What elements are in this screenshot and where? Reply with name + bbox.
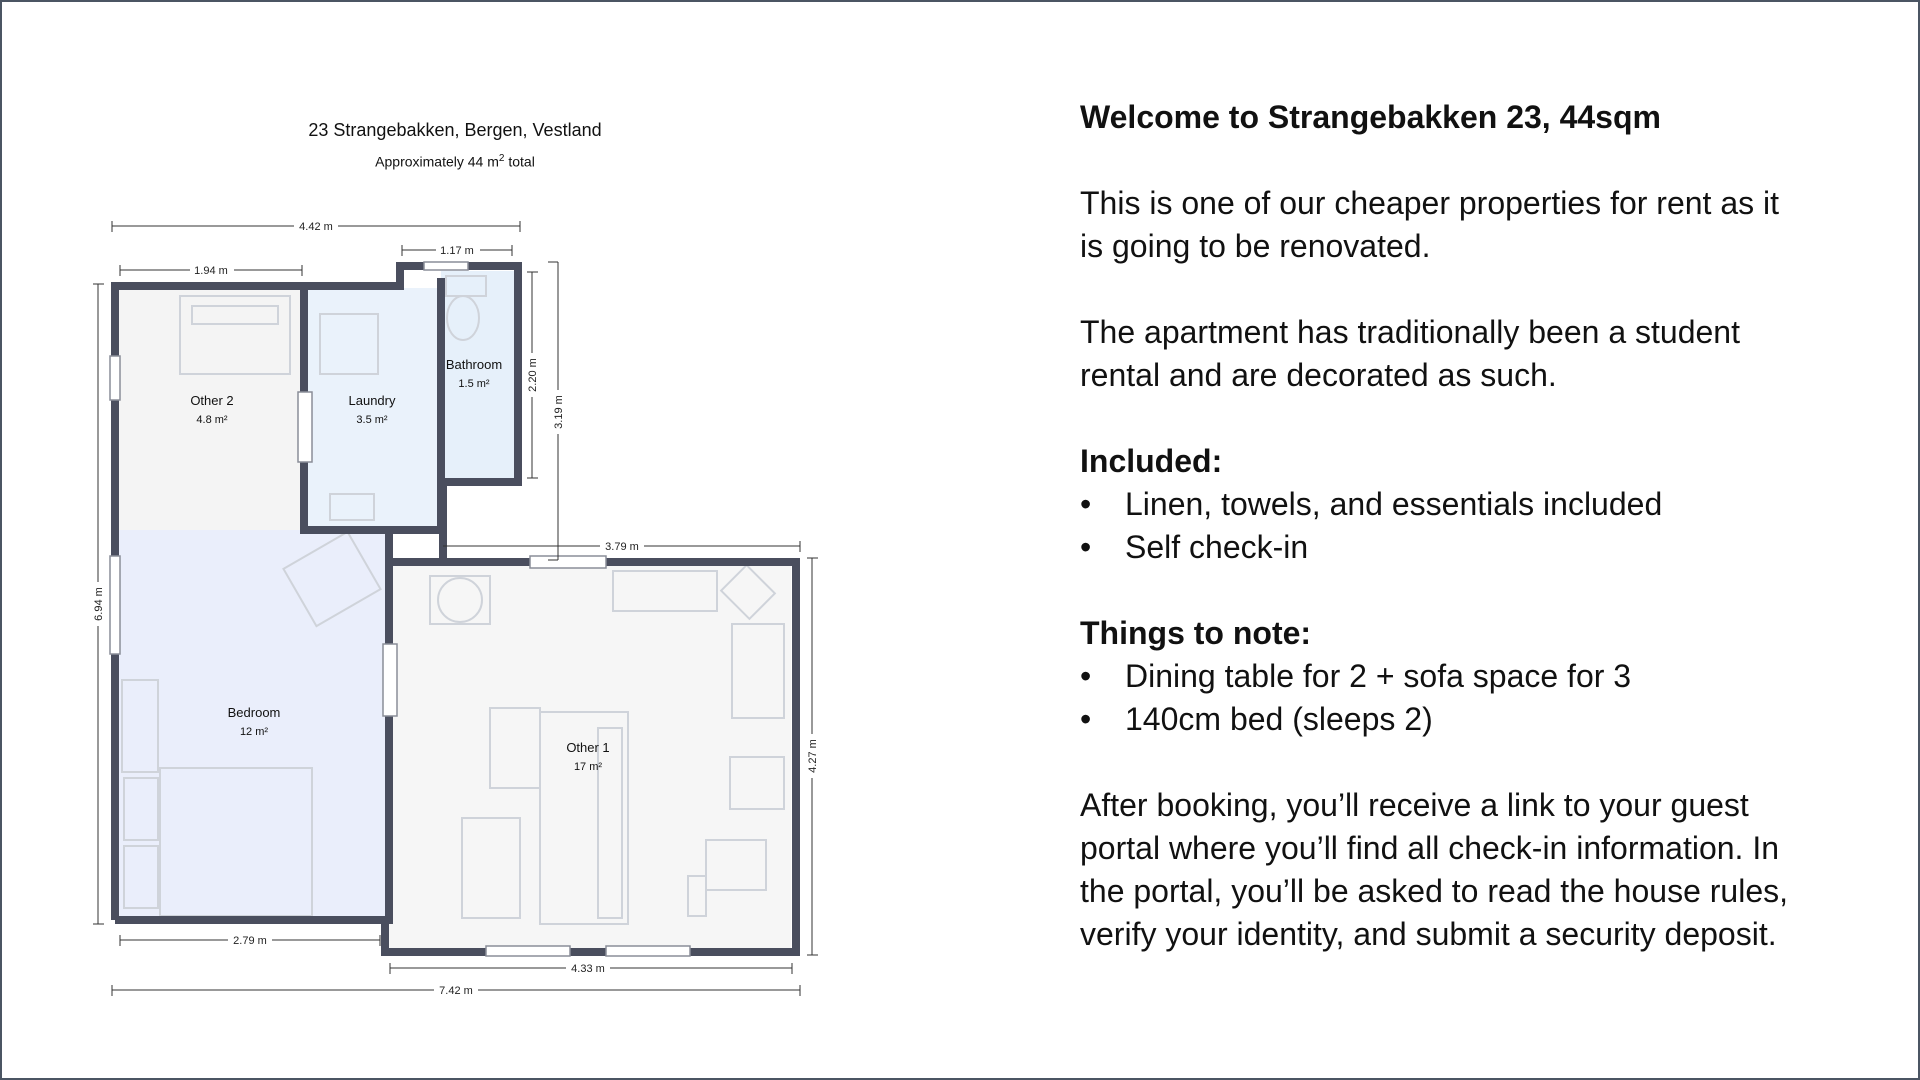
dim-bottom-total: 7.42 m bbox=[439, 985, 473, 997]
dim-bottom-right: 4.33 m bbox=[571, 963, 605, 975]
notes-list bbox=[1080, 655, 1800, 741]
dim-left-total: 6.94 m bbox=[93, 587, 105, 621]
included-list bbox=[1080, 483, 1800, 569]
dim-top-bath: 1.17 m bbox=[440, 245, 474, 257]
room-other1-area: 17 m² bbox=[573, 761, 603, 773]
dim-bath-height: 2.20 m bbox=[527, 358, 539, 392]
intro-paragraph: This is one of our cheaper properties for rent as it is going to be renovated. bbox=[1080, 185, 1780, 264]
room-bedroom-name: Bedroom bbox=[227, 705, 281, 720]
included-title: Included: bbox=[1080, 443, 1223, 479]
notes-title: Things to note: bbox=[1080, 615, 1312, 651]
total-area-prefix: Approximately 44 m bbox=[375, 153, 499, 170]
room-laundry-name: Laundry bbox=[348, 393, 396, 408]
room-other1-name: Other 1 bbox=[566, 740, 610, 755]
room-bedroom-area: 12 m² bbox=[239, 726, 269, 738]
history-paragraph: The apartment has traditionally been a student rental and are decorated as such. bbox=[1080, 314, 1740, 393]
room-bathroom-name: Bathroom bbox=[445, 357, 503, 372]
dim-mid-right: 3.79 m bbox=[605, 541, 639, 553]
room-other2-area: 4.8 m² bbox=[196, 414, 228, 426]
after-booking-paragraph: After booking, you’ll receive a link to your guest portal where you’ll find all check-in information. In the portal, you’ll be asked to read the house rules, verify your identity, and submit a security deposit. bbox=[1080, 787, 1788, 952]
total-area-suffix: total bbox=[504, 153, 535, 170]
room-other2-name: Other 2 bbox=[190, 393, 234, 408]
room-laundry-area: 3.5 m² bbox=[356, 414, 388, 426]
dim-right-lower: 4.27 m bbox=[807, 739, 819, 773]
note-item: • Dining table for 2 + sofa space for 3 bbox=[1080, 655, 1800, 698]
dim-top-left: 1.94 m bbox=[194, 265, 228, 277]
room-bathroom-area: 1.5 m² bbox=[458, 378, 490, 390]
dim-right-upper: 3.19 m bbox=[553, 395, 565, 429]
property-description bbox=[1080, 96, 1800, 956]
laundry-floor bbox=[304, 288, 441, 528]
dim-bottom-left: 2.79 m bbox=[233, 935, 267, 947]
included-item: • Linen, towels, and essentials included bbox=[1080, 483, 1800, 526]
total-area-exponent: 2 bbox=[498, 153, 505, 164]
included-item: • Self check-in bbox=[1080, 526, 1800, 569]
dim-top-total: 4.42 m bbox=[299, 221, 333, 233]
note-item: • 140cm bed (sleeps 2) bbox=[1080, 698, 1800, 741]
floorplan-address: 23 Strangebakken, Bergen, Vestland bbox=[308, 120, 602, 140]
property-heading: Welcome to Strangebakken 23, 44sqm bbox=[1080, 99, 1661, 135]
